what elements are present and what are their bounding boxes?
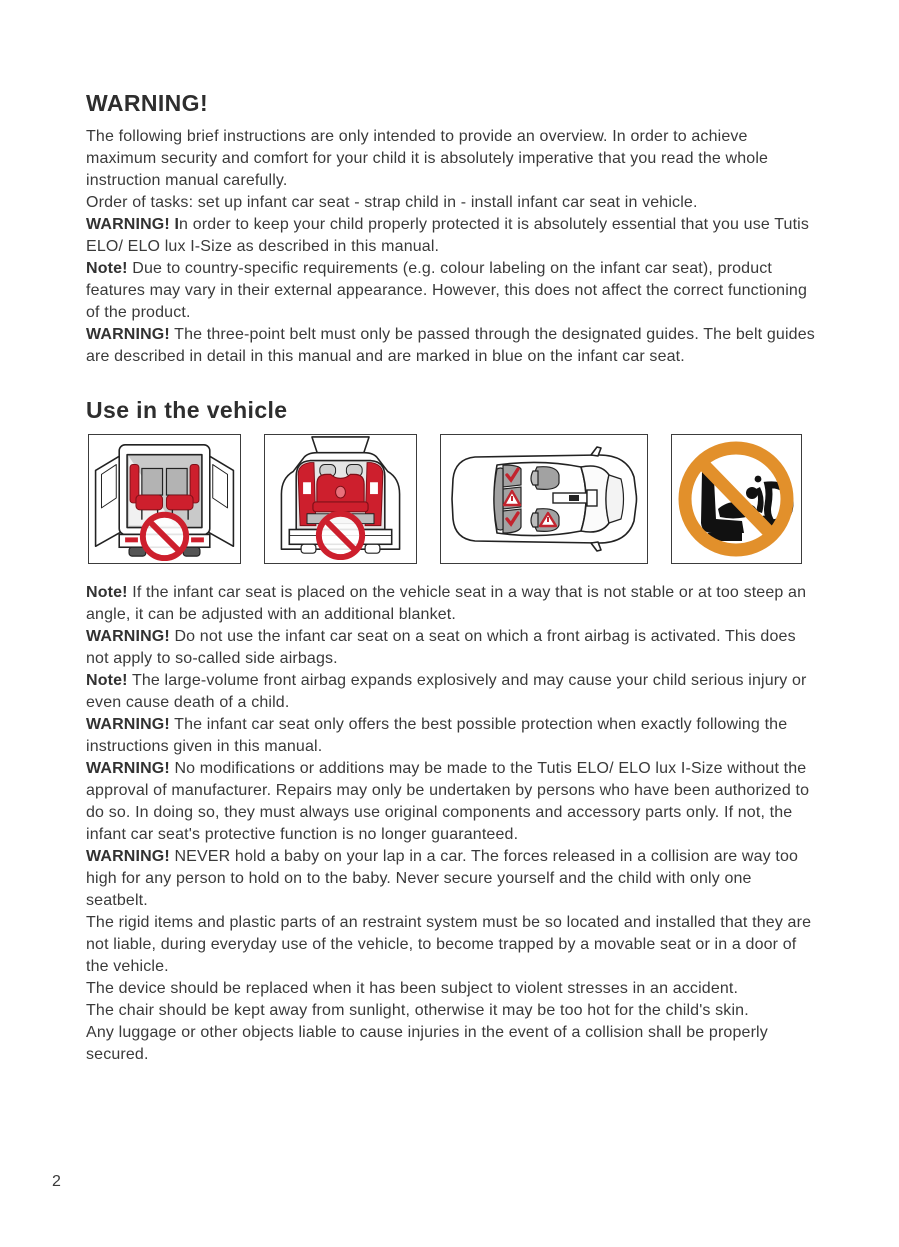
car-top-view-illustration <box>441 435 647 563</box>
warning-section-title: WARNING! <box>86 90 209 116</box>
vehicle-paragraph: Note! The large-volume front airbag expands explosively and may cause your child serious injury or even cause death of a child. <box>86 672 807 711</box>
vehicle-paragraph: WARNING! No modifications or additions may be made to the Tutis ELO/ ELO lux I-Size without the approval of manufacturer. Repairs may only be undertaken by persons who have been authorized to do so. In doing so, they must always use original components and accessory parts only. If not, the infant car seat's protective function is no longer guaranteed. <box>86 760 810 843</box>
vehicle-paragraph: Note! If the infant car seat is placed on the vehicle seat in a way that is not stable or at too steep an angle, it can be adjusted with an additional blanket. <box>86 584 807 623</box>
airbag-prohibition-sign <box>672 435 801 563</box>
manual-page-content <box>86 90 818 1066</box>
prohibition-icon <box>143 515 186 558</box>
van-rear-cargo-seats-prohibited-figure <box>88 434 241 564</box>
warning-paragraph: The following brief instructions are only intended to provide an overview. In order to achieve maximum security and comfort for your child it is absolutely imperative that you read the whole instruction manual carefully. <box>86 128 769 189</box>
vehicle-paragraph: The chair should be kept away from sunlight, otherwise it may be too hot for the child's skin. <box>86 1002 749 1019</box>
hatchback-trunk-infant-seat-prohibited-figure <box>264 434 417 564</box>
front-airbag-infant-seat-prohibition-figure <box>671 434 802 564</box>
vehicle-section-title: Use in the vehicle <box>86 397 288 423</box>
warning-paragraph: Note! Due to country-specific requirements (e.g. colour labeling on the infant car seat), product features may vary in their external appearance. However, this does not affect the correct functioning of the product. <box>86 260 808 321</box>
hatchback-rear-illustration <box>265 435 416 563</box>
warning-paragraph: WARNING! The three-point belt must only be passed through the designated guides. The belt guides are described in detail in this manual and are marked in blue on the infant car seat. <box>86 326 815 365</box>
page-number: 2 <box>52 1173 61 1190</box>
warning-paragraph: Order of tasks: set up infant car seat - strap child in - install infant car seat in vehicle. <box>86 194 698 211</box>
vehicle-paragraph: The device should be replaced when it has been subject to violent stresses in an accident. <box>86 980 739 997</box>
car-top-view-seat-positions-figure <box>440 434 648 564</box>
vehicle-figures-row <box>88 434 818 564</box>
van-rear-illustration <box>89 435 240 563</box>
vehicle-paragraph: WARNING! Do not use the infant car seat on a seat on which a front airbag is activated. This does not apply to so-called side airbags. <box>86 628 796 667</box>
prohibition-icon <box>319 514 362 557</box>
warning-paragraph: WARNING! In order to keep your child properly protected it is absolutely essential that you use Tutis ELO/ ELO lux I-Size as described in this manual. <box>86 216 810 255</box>
vehicle-paragraph: The rigid items and plastic parts of an restraint system must be so located and installed that they are not liable, during everyday use of the vehicle, to become trapped by a movable seat or in a door of the vehicle. <box>86 914 812 975</box>
vehicle-paragraph: WARNING! The infant car seat only offers the best possible protection when exactly following the instructions given in this manual. <box>86 716 788 755</box>
vehicle-paragraph: WARNING! NEVER hold a baby on your lap in a car. The forces released in a collision are way too high for any person to hold on to the baby. Never secure yourself and the child with only one seatbelt. <box>86 848 799 909</box>
vehicle-paragraph: Any luggage or other objects liable to cause injuries in the event of a collision shall be properly secured. <box>86 1024 768 1063</box>
